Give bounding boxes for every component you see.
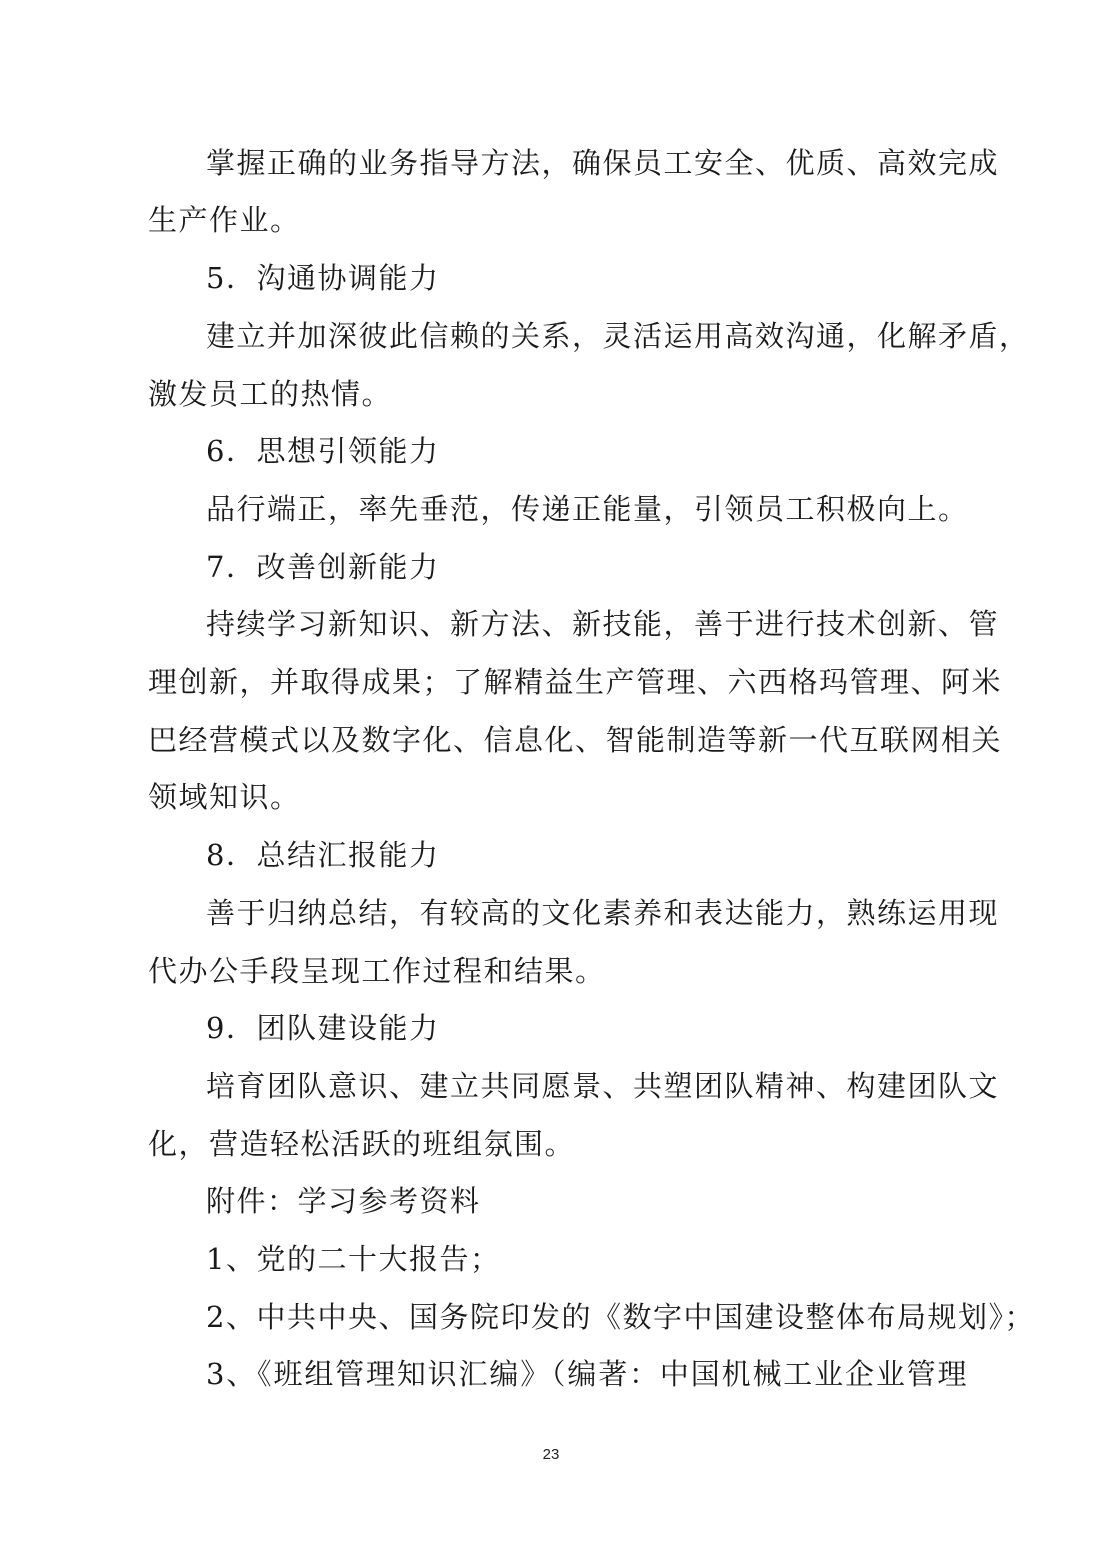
paragraph-line: 领域知识。 [148, 780, 301, 814]
paragraph-line: 品行端正，率先垂范，传递正能量，引领员工积极向上。 [206, 492, 969, 526]
paragraph-line: 化，营造轻松活跃的班组氛围。 [148, 1127, 576, 1161]
paragraph-line: 理创新，并取得成果；了解精益生产管理、六西格玛管理、阿米 [148, 665, 1003, 699]
paragraph-line: 建立并加深彼此信赖的关系，灵活运用高效沟通，化解矛盾， [206, 319, 1030, 353]
paragraph-line: 掌握正确的业务指导方法，确保员工安全、优质、高效完成 [206, 146, 1000, 180]
section-heading-reporting: 8．总结汇报能力 [206, 838, 440, 872]
paragraph-line: 巴经营模式以及数字化、信息化、智能制造等新一代互联网相关 [148, 723, 1003, 757]
reference-item: 2、中共中央、国务院印发的《数字中国建设整体布局规划》； [206, 1300, 1035, 1334]
paragraph-line: 培育团队意识、建立共同愿景、共塑团队精神、构建团队文 [206, 1069, 1000, 1103]
section-heading-innovation: 7．改善创新能力 [206, 550, 440, 584]
paragraph-line: 生产作业。 [148, 203, 301, 237]
paragraph-line: 持续学习新知识、新方法、新技能，善于进行技术创新、管 [206, 607, 1000, 641]
section-heading-leadership: 6．思想引领能力 [206, 434, 440, 468]
attachment-heading: 附件：学习参考资料 [206, 1184, 481, 1218]
paragraph-line: 代办公手段呈现工作过程和结果。 [148, 954, 606, 988]
page-number: 23 [542, 1446, 560, 1463]
reference-item: 3、《班组管理知识汇编》（编著：中国机械工业企业管理 [206, 1357, 968, 1391]
paragraph-line: 善于归纳总结，有较高的文化素养和表达能力，熟练运用现 [206, 896, 1000, 930]
section-heading-team: 9．团队建设能力 [206, 1011, 440, 1045]
section-heading-communication: 5．沟通协调能力 [206, 261, 440, 295]
paragraph-line: 激发员工的热情。 [148, 377, 393, 411]
reference-item: 1、党的二十大报告； [206, 1242, 501, 1276]
